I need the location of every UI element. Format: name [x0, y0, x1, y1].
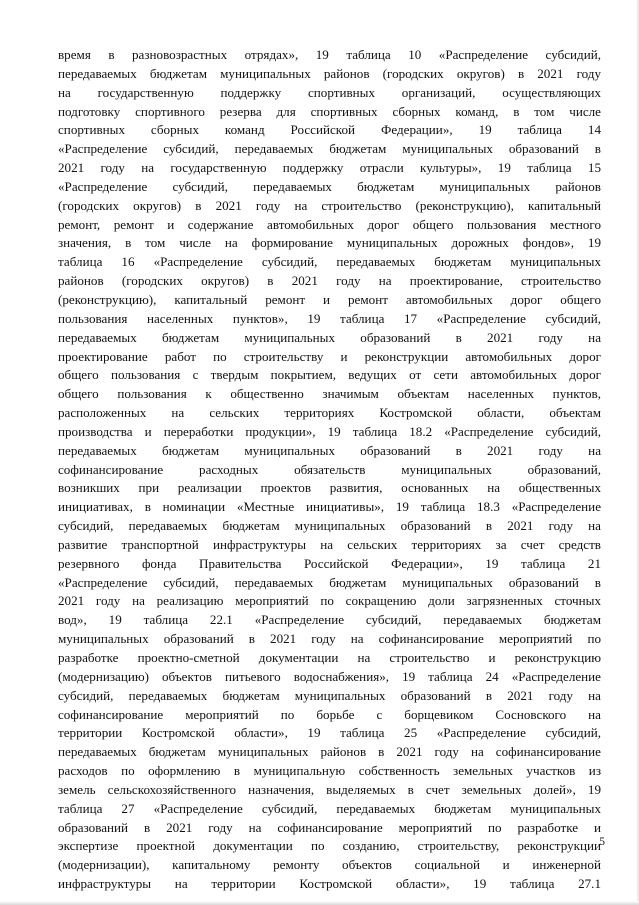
- text-line: «Распределение субсидий, передаваемых бюджетам муниципальных районов: [58, 178, 601, 194]
- text-line: инициативах, в номинации «Местные инициативы», 19 таблица 18.3 «Распределение: [58, 499, 601, 515]
- text-line: (модернизации), капитальному ремонту объектов социальной и инженерной: [58, 857, 601, 873]
- text-line: таблица 16 «Распределение субсидий, передаваемых бюджетам муниципальных: [58, 254, 601, 270]
- scan-edge-bottom: [0, 901, 639, 905]
- text-line: муниципальных образований в 2021 году на софинансирование мероприятий по: [58, 631, 601, 647]
- text-line: передаваемых бюджетам муниципальных районов в 2021 году на софинансирование: [58, 744, 601, 760]
- text-line: таблица 27 «Распределение субсидий, передаваемых бюджетам муниципальных: [58, 800, 601, 816]
- text-line: подготовку спортивного резерва для спортивных сборных команд, в том числе: [58, 103, 601, 119]
- text-line: разработке проектно-сметной документации на строительство и реконструкцию: [58, 650, 601, 665]
- text-line: (модернизацию) объектов питьевого водоснабжения», 19 таблица 24 «Распределение: [58, 668, 601, 684]
- text-line: районов (городских округов) в 2021 году на проектирование, строительство: [58, 273, 601, 289]
- text-line: территории Костромской области», 19 таблица 25 «Распределение субсидий,: [58, 725, 601, 741]
- text-line: развитие транспортной инфраструктуры на сельских территориях за счет средств: [58, 536, 601, 552]
- text-line: проектирование работ по строительству и реконструкции автомобильных дорог: [58, 348, 601, 364]
- text-line: пользования населенных пунктов», 19 таблица 17 «Распределение субсидий,: [58, 310, 601, 326]
- text-line: «Распределение субсидий, передаваемых бюджетам муниципальных образований в: [58, 141, 601, 157]
- text-line: 2021 году на реализацию мероприятий по сокращению доли загрязненных сточных: [58, 593, 601, 609]
- text-line: образований в 2021 году на софинансирование мероприятий по разработке и: [58, 819, 601, 835]
- text-line: субсидий, передаваемых бюджетам муниципальных образований в 2021 году на: [58, 518, 601, 534]
- text-line: производства и переработки продукции», 19 таблица 18.2 «Распределение субсидий,: [58, 423, 601, 439]
- text-line: вод», 19 таблица 22.1 «Распределение субсидий, передаваемых бюджетам: [58, 612, 601, 628]
- body-text: [58, 46, 601, 894]
- text-line: на государственную поддержку спортивных организаций, осуществляющих: [58, 84, 601, 100]
- text-line: софинансирование мероприятий по борьбе с борщевиком Сосновского на: [58, 706, 601, 722]
- text-line: передаваемых бюджетам муниципальных районов (городских округов) в 2021 году: [58, 65, 601, 81]
- text-line: 2021 году на государственную поддержку отрасли культуры», 19 таблица 15: [58, 160, 601, 176]
- page-number: 5: [599, 836, 605, 848]
- text-line: софинансирование расходных обязательств муниципальных образований,: [58, 461, 601, 477]
- text-line: общего пользования к общественно значимым объектам населенных пунктов,: [58, 386, 601, 402]
- text-line: значения, в том числе на формирование муниципальных дорожных фондов», 19: [58, 235, 601, 251]
- text-line: (городских округов) в 2021 году на строительство (реконструкцию), капитальный: [58, 197, 601, 213]
- text-line: «Распределение субсидий, передаваемых бюджетам муниципальных образований в: [58, 574, 601, 590]
- text-line: экспертизе проектной документации по созданию, строительству, реконструкции: [58, 838, 601, 854]
- text-line: общего пользования с твердым покрытием, ведущих от сети автомобильных дорог: [58, 367, 601, 383]
- text-line: спортивных сборных команд Российской Федерации», 19 таблица 14: [58, 122, 601, 138]
- text-line: расположенных на сельских территориях Костромской области, объектам: [58, 405, 601, 421]
- text-line: субсидий, передаваемых бюджетам муниципальных образований в 2021 году на: [58, 687, 601, 703]
- text-line: инфраструктуры на территории Костромской области», 19 таблица 27.1: [58, 876, 601, 892]
- text-line: резервного фонда Правительства Российской Федерации», 19 таблица 21: [58, 555, 601, 571]
- text-line: (реконструкцию), капитальный ремонт и ремонт автомобильных дорог общего: [58, 291, 601, 307]
- text-line: земель сельскохозяйственного назначения, выделяемых в счет земельных долей», 19: [58, 781, 601, 797]
- text-line: возникших при реализации проектов развития, основанных на общественных: [58, 480, 601, 496]
- text-line: ремонт, ремонт и содержание автомобильных дорог общего пользования местного: [58, 216, 601, 232]
- text-line: передаваемых бюджетам муниципальных образований в 2021 году на: [58, 329, 601, 345]
- text-line: передаваемых бюджетам муниципальных образований в 2021 году на: [58, 442, 601, 458]
- text-line: время в разновозрастных отрядах», 19 таблица 10 «Распределение субсидий,: [58, 47, 601, 62]
- text-line: расходов по оформлению в муниципальную собственность земельных участков из: [58, 763, 601, 779]
